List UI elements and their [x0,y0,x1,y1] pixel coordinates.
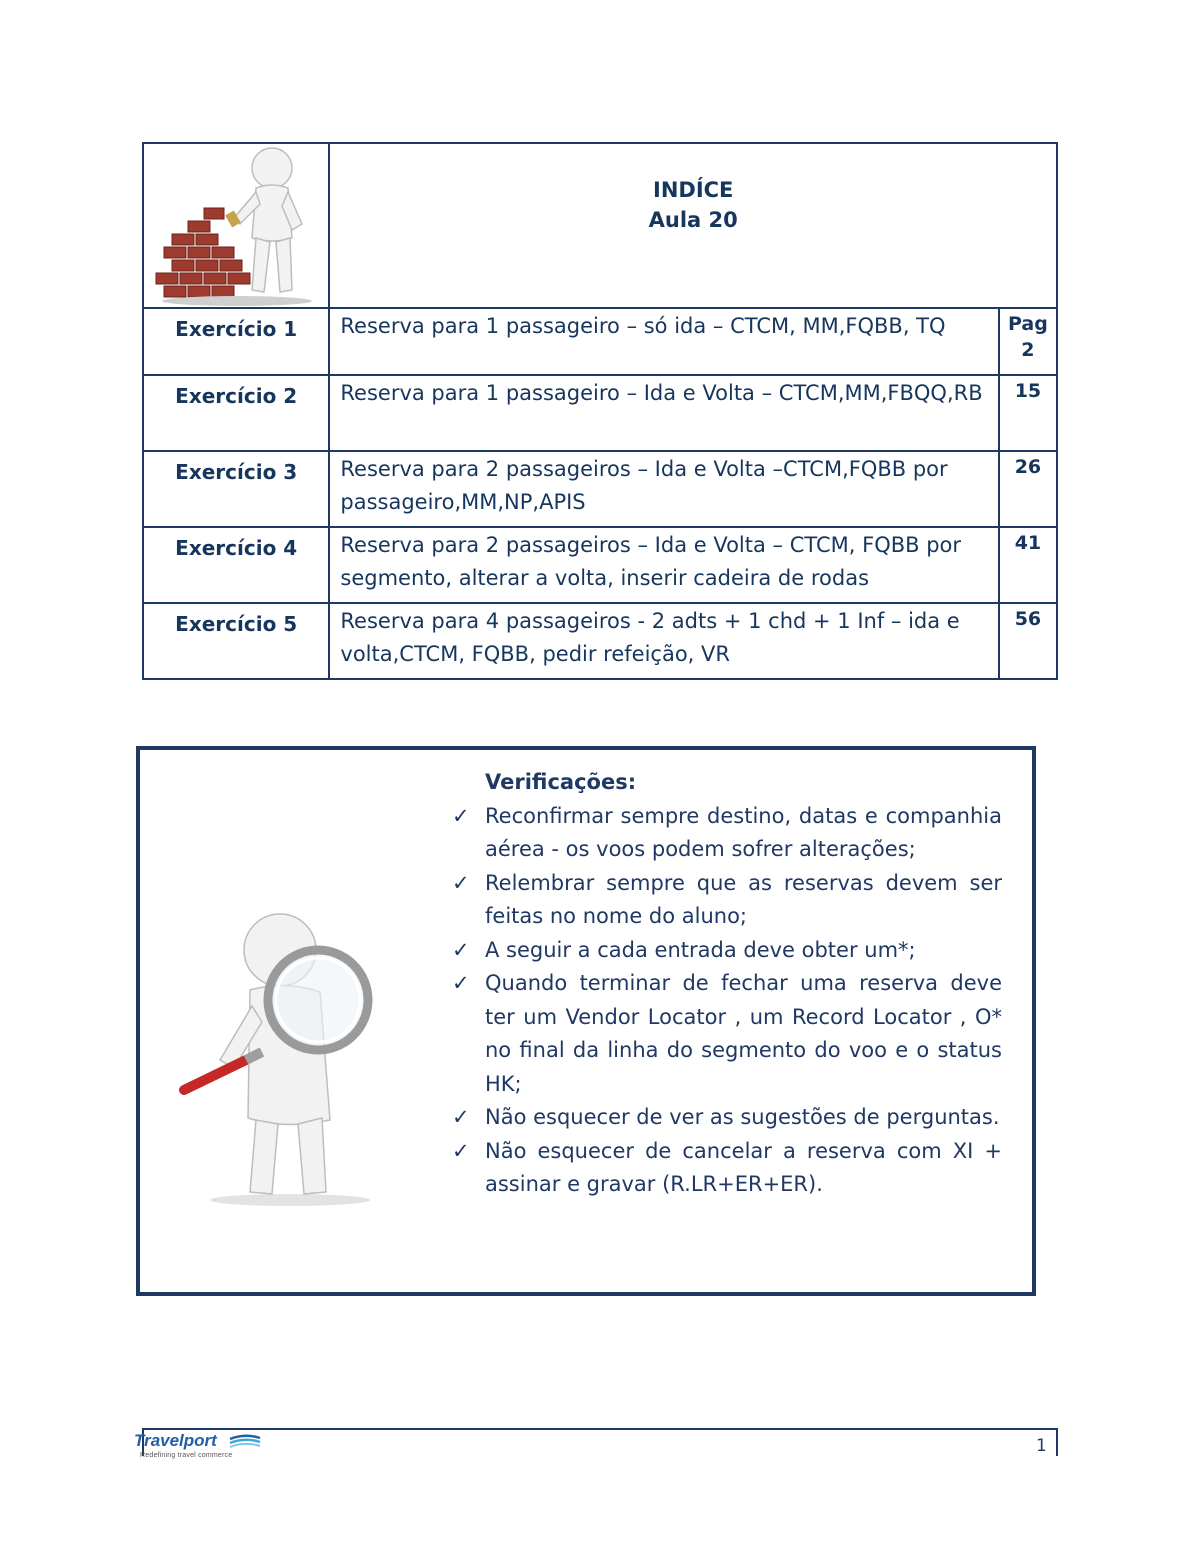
list-item [450,934,1002,968]
exercise-page: 26 [999,451,1057,527]
verification-text [450,766,1002,1202]
index-subtitle: Aula 20 [648,208,738,232]
exercise-page: 56 [999,603,1057,679]
list-item [450,1101,1002,1135]
page-prefix: Pag [1008,313,1048,335]
verification-title: Verificações: [485,770,637,794]
logo-wave-icon [228,1433,262,1449]
list-item [450,800,1002,867]
logo-tagline: Redefining travel commerce [140,1452,233,1459]
check-icon: ✓ [452,1138,470,1163]
exercise-label: Exercício 5 [143,603,329,679]
exercise-page: 41 [999,527,1057,603]
exercise-label: Exercício 2 [143,375,329,451]
check-icon: ✓ [452,1105,470,1129]
table-row [143,603,1057,679]
exercise-description: Reserva para 2 passageiros – Ida e Volta – CTCM, FQBB por segmento, alterar a volta, inserir cadeira de rodas [329,527,998,603]
list-item-text: A seguir a cada entrada deve obter um*; [485,937,916,962]
list-item-text: Quando terminar de fechar uma reserva deve ter um Vendor Locator , um Record Locator , O* no final da linha do segmento do voo e o status HK; [485,971,1002,1096]
check-icon: ✓ [452,971,470,995]
table-row [143,308,1057,375]
exercise-label: Exercício 3 [143,451,329,527]
footer-divider [142,1428,1058,1430]
index-title: INDÍCE [653,178,734,202]
table-row [143,527,1057,603]
check-icon: ✓ [452,803,470,828]
page-number: 1 [1036,1436,1047,1456]
list-item [450,967,1002,1101]
check-icon: ✓ [452,870,470,895]
exercise-page: 15 [999,375,1057,451]
verification-box [136,746,1036,1296]
index-table [142,142,1058,680]
list-item-text: Não esquecer de ver as sugestões de perguntas. [485,1105,1000,1129]
builder-illustration-cell [143,143,329,308]
builder-figure-icon [152,146,318,306]
magnifier-figure-icon [170,910,400,1210]
list-item [450,867,1002,934]
exercise-description: Reserva para 4 passageiros - 2 adts + 1 chd + 1 Inf – ida e volta,CTCM, FQBB, pedir refeição, VR [329,603,998,679]
exercise-label: Exercício 4 [143,527,329,603]
exercise-description: Reserva para 1 passageiro – só ida – CTCM, MM,FQBB, TQ [329,308,998,375]
list-item-text: Não esquecer de cancelar a reserva com XI + assinar e gravar (R.LR+ER+ER). [485,1138,1002,1196]
logo-text: Travelport [134,1431,217,1450]
page-number: 2 [1021,339,1035,361]
list-item [450,1135,1002,1202]
index-header [329,143,1057,308]
exercise-label: Exercício 1 [143,308,329,375]
exercise-description: Reserva para 2 passageiros – Ida e Volta –CTCM,FQBB por passageiro,MM,NP,APIS [329,451,998,527]
verification-list [450,800,1002,1202]
table-row [143,375,1057,451]
list-item-text: Reconfirmar sempre destino, datas e companhia aérea - os voos podem sofrer alterações; [485,803,1002,861]
table-row [143,451,1057,527]
check-icon: ✓ [452,937,470,962]
footer-divider-right [1056,1428,1058,1456]
exercise-page [999,308,1057,375]
exercise-description: Reserva para 1 passageiro – Ida e Volta – CTCM,MM,FBQQ,RB [329,375,998,451]
list-item-text: Relembrar sempre que as reservas devem ser feitas no nome do aluno; [485,870,1002,928]
travelport-logo [134,1431,274,1465]
